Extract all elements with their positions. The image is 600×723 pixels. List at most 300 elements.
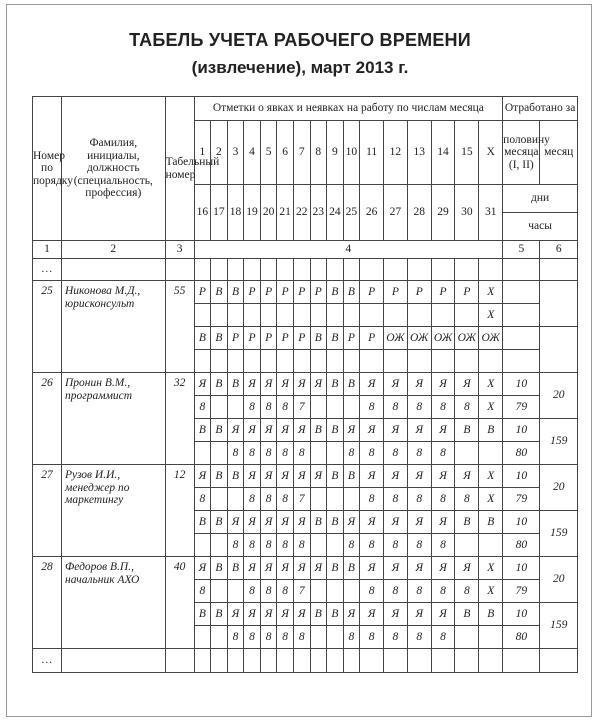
day-header: 31	[479, 185, 503, 241]
mark-cell	[211, 626, 228, 649]
mark-cell: В	[327, 281, 344, 304]
mark-cell	[360, 304, 384, 327]
empty-cell	[540, 649, 578, 673]
empty-cell	[343, 259, 360, 281]
mark-cell: Я	[310, 373, 327, 396]
mark-cell: В	[343, 281, 360, 304]
mark-cell: 8	[277, 396, 294, 419]
empty-cell	[431, 649, 455, 673]
mark-cell: Я	[360, 603, 384, 626]
empty-cell	[260, 649, 277, 673]
day-header: 29	[431, 185, 455, 241]
mark-cell: Я	[277, 603, 294, 626]
mark-cell	[194, 626, 211, 649]
mark-cell	[310, 626, 327, 649]
mark-cell: 8	[260, 534, 277, 557]
empty-cell	[227, 649, 244, 673]
mark-cell: Я	[343, 419, 360, 442]
day-header: 14	[431, 121, 455, 185]
mark-cell: 8	[260, 488, 277, 511]
col-header-worked: Отработано за	[503, 97, 578, 121]
mark-cell	[310, 304, 327, 327]
col-header-month: месяц	[540, 121, 578, 185]
mark-cell	[211, 442, 228, 465]
mark-cell	[327, 534, 344, 557]
empty-cell	[293, 649, 310, 673]
table-row	[33, 259, 578, 281]
col-header-marks: Отметки о явках и неявках на работу по числам месяца	[194, 97, 503, 121]
mark-cell: 8	[194, 580, 211, 603]
mark-cell: В	[455, 603, 479, 626]
mark-cell: Х	[479, 373, 503, 396]
mark-cell: 8	[384, 488, 408, 511]
mark-cell: 8	[244, 442, 261, 465]
col-number: 1	[33, 241, 62, 259]
document-subtitle: (извлечение), март 2013 г.	[191, 58, 409, 77]
mark-cell: 8	[194, 396, 211, 419]
mark-cell: 8	[277, 626, 294, 649]
mark-cell	[227, 580, 244, 603]
mark-cell: Р	[360, 281, 384, 304]
mark-cell: Я	[244, 419, 261, 442]
mark-cell: 8	[260, 580, 277, 603]
table-row	[33, 97, 578, 121]
mark-cell: В	[343, 465, 360, 488]
mark-cell	[455, 626, 479, 649]
mark-cell	[194, 304, 211, 327]
mark-cell: В	[343, 557, 360, 580]
employee-tab-number: 55	[165, 281, 194, 373]
mark-cell	[211, 304, 228, 327]
mark-cell: Я	[310, 465, 327, 488]
mark-cell: В	[211, 511, 228, 534]
mark-cell	[310, 350, 327, 373]
mark-cell: Р	[407, 281, 431, 304]
col-number: 3	[165, 241, 194, 259]
mark-cell: В	[310, 603, 327, 626]
employee-number: 26	[33, 373, 62, 465]
table-row	[33, 649, 578, 673]
mark-cell: Я	[384, 603, 408, 626]
empty-cell	[503, 259, 540, 281]
mark-cell: Р	[227, 327, 244, 350]
mark-cell: 8	[260, 442, 277, 465]
empty-cell	[62, 259, 166, 281]
mark-cell: Я	[260, 557, 277, 580]
mark-cell	[384, 350, 408, 373]
col-header-tab-number: Табельный номер	[165, 97, 194, 241]
day-header: 18	[227, 185, 244, 241]
empty-cell	[310, 259, 327, 281]
employee-name: Федоров В.П., начальник АХО	[62, 557, 166, 649]
mark-cell	[384, 304, 408, 327]
mark-cell: Я	[293, 373, 310, 396]
mark-cell	[194, 534, 211, 557]
day-header: 21	[277, 185, 294, 241]
mark-cell: В	[310, 511, 327, 534]
day-header: 15	[455, 121, 479, 185]
mark-cell: Я	[277, 511, 294, 534]
mark-cell: В	[211, 465, 228, 488]
mark-cell: В	[227, 465, 244, 488]
mark-cell: 8	[431, 626, 455, 649]
mark-cell: В	[211, 373, 228, 396]
day-header: 24	[327, 185, 344, 241]
half-month-cell: 80	[503, 626, 540, 649]
mark-cell: Я	[260, 603, 277, 626]
mark-cell: Р	[277, 327, 294, 350]
empty-cell	[194, 259, 211, 281]
mark-cell: Я	[310, 557, 327, 580]
mark-cell: В	[327, 419, 344, 442]
mark-cell: В	[327, 603, 344, 626]
empty-cell	[227, 259, 244, 281]
mark-cell	[227, 396, 244, 419]
half-month-cell	[503, 304, 540, 327]
day-header: 30	[455, 185, 479, 241]
mark-cell: 8	[360, 488, 384, 511]
day-header: 19	[244, 185, 261, 241]
empty-cell	[244, 259, 261, 281]
mark-cell	[455, 534, 479, 557]
mark-cell: Я	[260, 419, 277, 442]
empty-cell	[343, 649, 360, 673]
mark-cell: Я	[455, 465, 479, 488]
empty-cell	[194, 649, 211, 673]
mark-cell: 8	[384, 626, 408, 649]
empty-cell	[455, 259, 479, 281]
mark-cell: ОЖ	[479, 327, 503, 350]
mark-cell: ОЖ	[431, 327, 455, 350]
mark-cell	[343, 350, 360, 373]
empty-cell	[62, 649, 166, 673]
document-title: ТАБЕЛЬ УЧЕТА РАБОЧЕГО ВРЕМЕНИ	[129, 30, 471, 50]
half-month-cell: 10	[503, 603, 540, 626]
mark-cell	[227, 350, 244, 373]
mark-cell	[343, 396, 360, 419]
mark-cell	[343, 488, 360, 511]
table-row	[33, 281, 578, 304]
employee-tab-number: 40	[165, 557, 194, 649]
mark-cell: В	[479, 511, 503, 534]
mark-cell: 8	[407, 626, 431, 649]
mark-cell: Я	[194, 557, 211, 580]
mark-cell	[277, 350, 294, 373]
month-cell: 20	[540, 557, 578, 603]
mark-cell: В	[479, 603, 503, 626]
mark-cell: Я	[244, 557, 261, 580]
empty-cell	[165, 649, 194, 673]
half-month-cell: 79	[503, 580, 540, 603]
mark-cell	[260, 304, 277, 327]
col-header-hours: часы	[503, 213, 578, 241]
mark-cell: 8	[431, 580, 455, 603]
mark-cell: 8	[360, 396, 384, 419]
mark-cell: В	[327, 373, 344, 396]
mark-cell: 8	[277, 442, 294, 465]
timesheet-table	[32, 96, 578, 673]
mark-cell: 8	[260, 626, 277, 649]
empty-cell	[327, 259, 344, 281]
mark-cell: 8	[455, 396, 479, 419]
mark-cell	[431, 304, 455, 327]
mark-cell	[310, 580, 327, 603]
employee-number: 25	[33, 281, 62, 373]
mark-cell: 8	[455, 488, 479, 511]
mark-cell: В	[327, 465, 344, 488]
mark-cell: Я	[293, 419, 310, 442]
half-month-cell: 10	[503, 511, 540, 534]
mark-cell: Я	[260, 373, 277, 396]
employee-name: Рузов И.И., менеджер по маркетингу	[62, 465, 166, 557]
mark-cell: 8	[194, 488, 211, 511]
mark-cell: 8	[343, 534, 360, 557]
mark-cell: Я	[293, 557, 310, 580]
empty-cell	[540, 259, 578, 281]
mark-cell	[310, 534, 327, 557]
mark-cell: 8	[227, 534, 244, 557]
mark-cell: 8	[227, 442, 244, 465]
mark-cell	[211, 580, 228, 603]
mark-cell	[310, 442, 327, 465]
empty-cell	[360, 649, 384, 673]
table-row	[33, 241, 578, 259]
mark-cell: 8	[244, 534, 261, 557]
col-number: 5	[503, 241, 540, 259]
empty-cell	[479, 649, 503, 673]
mark-cell: 8	[244, 488, 261, 511]
empty-cell	[260, 259, 277, 281]
mark-cell: В	[479, 419, 503, 442]
day-header: 8	[310, 121, 327, 185]
mark-cell	[343, 580, 360, 603]
mark-cell: Я	[260, 465, 277, 488]
mark-cell: Р	[360, 327, 384, 350]
mark-cell	[211, 350, 228, 373]
day-header: 1	[194, 121, 211, 185]
mark-cell: Я	[277, 557, 294, 580]
mark-cell: 8	[407, 488, 431, 511]
employee-name: Никонова М.Д., юрисконсульт	[62, 281, 166, 373]
mark-cell	[327, 488, 344, 511]
mark-cell: Я	[194, 373, 211, 396]
mark-cell: 8	[293, 442, 310, 465]
mark-cell: Я	[227, 511, 244, 534]
day-header: 25	[343, 185, 360, 241]
mark-cell: Я	[293, 511, 310, 534]
mark-cell: Я	[277, 373, 294, 396]
half-month-cell: 80	[503, 534, 540, 557]
mark-cell: В	[455, 419, 479, 442]
mark-cell: В	[211, 281, 228, 304]
month-cell	[540, 281, 578, 327]
empty-cell	[165, 259, 194, 281]
half-month-cell: 79	[503, 488, 540, 511]
mark-cell: В	[227, 281, 244, 304]
mark-cell: 8	[407, 442, 431, 465]
mark-cell: 8	[431, 534, 455, 557]
mark-cell: Х	[479, 580, 503, 603]
mark-cell: Х	[479, 396, 503, 419]
mark-cell: 8	[455, 580, 479, 603]
mark-cell: 8	[293, 626, 310, 649]
table-row	[33, 373, 578, 396]
employee-name: Пронин В.М., программист	[62, 373, 166, 465]
mark-cell: Р	[260, 281, 277, 304]
mark-cell: 8	[277, 580, 294, 603]
mark-cell: Я	[227, 419, 244, 442]
mark-cell: Я	[431, 419, 455, 442]
day-header: 26	[360, 185, 384, 241]
mark-cell	[293, 350, 310, 373]
mark-cell	[293, 304, 310, 327]
table-row	[33, 465, 578, 488]
empty-cell	[407, 259, 431, 281]
col-header-half-month: половину месяца (I, II)	[503, 121, 540, 185]
mark-cell: Я	[244, 373, 261, 396]
mark-cell: В	[343, 373, 360, 396]
day-header: 23	[310, 185, 327, 241]
half-month-cell: 10	[503, 419, 540, 442]
mark-cell: Я	[431, 373, 455, 396]
mark-cell	[455, 442, 479, 465]
mark-cell: 8	[431, 488, 455, 511]
mark-cell: Р	[277, 281, 294, 304]
day-header: 3	[227, 121, 244, 185]
month-cell: 159	[540, 511, 578, 557]
col-number: 4	[194, 241, 503, 259]
employee-number: 28	[33, 557, 62, 649]
mark-cell: 8	[384, 442, 408, 465]
employee-tab-number: 32	[165, 373, 194, 465]
mark-cell	[360, 350, 384, 373]
mark-cell	[310, 488, 327, 511]
mark-cell	[407, 350, 431, 373]
col-header-name: Фамилия, инициалы, должность (специальность, профессия)	[62, 97, 166, 241]
mark-cell: В	[211, 419, 228, 442]
mark-cell: Р	[260, 327, 277, 350]
empty-cell	[211, 259, 228, 281]
empty-cell	[479, 259, 503, 281]
mark-cell: Я	[360, 373, 384, 396]
mark-cell: ОЖ	[407, 327, 431, 350]
mark-cell: Р	[310, 281, 327, 304]
day-header: 13	[407, 121, 431, 185]
month-cell: 20	[540, 373, 578, 419]
mark-cell	[277, 304, 294, 327]
mark-cell: 8	[343, 626, 360, 649]
day-header: 22	[293, 185, 310, 241]
mark-cell: 8	[360, 626, 384, 649]
mark-cell: Р	[431, 281, 455, 304]
mark-cell	[327, 350, 344, 373]
mark-cell: Х	[479, 281, 503, 304]
mark-cell	[227, 488, 244, 511]
mark-cell	[431, 350, 455, 373]
mark-cell: Я	[455, 373, 479, 396]
mark-cell: В	[194, 327, 211, 350]
employee-number: 27	[33, 465, 62, 557]
mark-cell: В	[211, 603, 228, 626]
mark-cell: Я	[360, 419, 384, 442]
mark-cell: Я	[293, 465, 310, 488]
mark-cell: Я	[244, 465, 261, 488]
mark-cell: 8	[293, 534, 310, 557]
mark-cell: Я	[384, 373, 408, 396]
day-header: 12	[384, 121, 408, 185]
mark-cell: Р	[293, 327, 310, 350]
mark-cell: Я	[293, 603, 310, 626]
mark-cell: 8	[384, 534, 408, 557]
mark-cell: Я	[244, 603, 261, 626]
month-cell: 159	[540, 419, 578, 465]
mark-cell: Я	[407, 557, 431, 580]
mark-cell: 8	[244, 396, 261, 419]
mark-cell: Х	[479, 304, 503, 327]
mark-cell: Я	[343, 511, 360, 534]
mark-cell: Р	[455, 281, 479, 304]
mark-cell	[211, 396, 228, 419]
empty-cell	[384, 259, 408, 281]
empty-cell	[407, 649, 431, 673]
empty-cell	[327, 649, 344, 673]
mark-cell	[327, 626, 344, 649]
mark-cell: Х	[479, 465, 503, 488]
mark-cell: 8	[260, 396, 277, 419]
mark-cell: 8	[431, 396, 455, 419]
mark-cell: В	[327, 557, 344, 580]
day-header: 16	[194, 185, 211, 241]
mark-cell: Я	[360, 557, 384, 580]
mark-cell: Я	[431, 465, 455, 488]
mark-cell: Х	[479, 488, 503, 511]
mark-cell: Я	[407, 603, 431, 626]
mark-cell: В	[327, 327, 344, 350]
mark-cell	[479, 534, 503, 557]
half-month-cell: 10	[503, 373, 540, 396]
mark-cell: Р	[244, 281, 261, 304]
day-header: 5	[260, 121, 277, 185]
mark-cell	[455, 350, 479, 373]
mark-cell	[194, 442, 211, 465]
mark-cell	[407, 304, 431, 327]
half-month-cell	[503, 350, 540, 373]
mark-cell: 7	[293, 488, 310, 511]
mark-cell: Я	[360, 465, 384, 488]
mark-cell: Р	[293, 281, 310, 304]
mark-cell: Я	[407, 419, 431, 442]
col-header-days: дни	[503, 185, 578, 213]
mark-cell: 8	[360, 580, 384, 603]
mark-cell	[479, 626, 503, 649]
day-header: 7	[293, 121, 310, 185]
col-header-number: Номер по порядку	[33, 97, 62, 241]
mark-cell: В	[227, 557, 244, 580]
mark-cell: Х	[479, 557, 503, 580]
mark-cell: В	[211, 557, 228, 580]
mark-cell: Р	[194, 281, 211, 304]
mark-cell	[327, 304, 344, 327]
empty-cell	[211, 649, 228, 673]
mark-cell: Я	[384, 419, 408, 442]
month-cell: 20	[540, 465, 578, 511]
mark-cell: В	[455, 511, 479, 534]
mark-cell: ОЖ	[455, 327, 479, 350]
mark-cell	[211, 534, 228, 557]
mark-cell	[244, 304, 261, 327]
empty-cell	[277, 649, 294, 673]
day-header: 17	[211, 185, 228, 241]
